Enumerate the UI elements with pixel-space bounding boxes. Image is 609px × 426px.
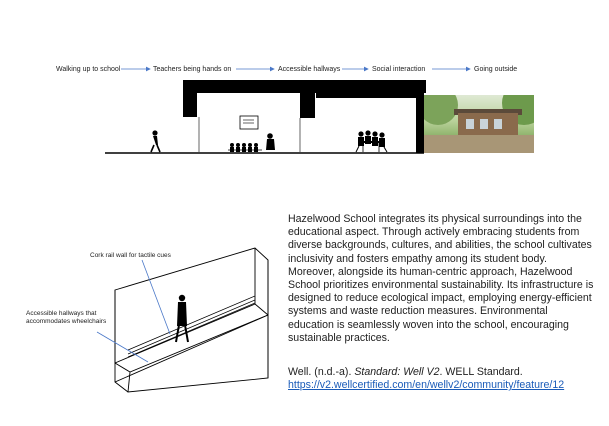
classroom-group-figure <box>228 116 275 152</box>
hallway-diagram <box>0 230 280 420</box>
citation-author: Well. (n.d.-a). <box>288 366 355 378</box>
description-paragraph: Hazelwood School integrates its physical surroundings into the educational aspect. Through actively embracing students from diverse backgrounds, cultures, and abilities, the school cultivates inclusivity and fosters empathy among its student body. Moreover, alongside its human-centric approach, Hazelwood School prioritizes environmental sustainability. Its infrastructure is designed to reduce ecological impact, employing energy-efficient systems and waste reduction measures. Environmental education is seamlessly woven into the school, encouraging sustainable practices. <box>288 213 594 344</box>
step-label-teachers: Teachers being hands on <box>153 66 232 73</box>
citation-link[interactable]: https://v2.wellcertified.com/en/wellv2/community/feature/12 <box>288 379 565 392</box>
step-label-hallways: Accessible hallways <box>278 66 341 73</box>
citation-title: Standard: Well V2 <box>354 366 440 378</box>
citation <box>288 366 598 392</box>
middle-column <box>300 80 315 118</box>
step-label-social: Social interaction <box>372 66 426 73</box>
hallway-label-accessible <box>26 310 106 326</box>
pointer-cork-rail <box>142 260 170 334</box>
outdoor-photo <box>424 95 534 153</box>
left-clerestory-wall <box>183 80 197 117</box>
social-group-figure <box>356 130 387 152</box>
hallway-label-accessible-line2: accommodates wheelchairs <box>26 318 107 325</box>
pointer-accessible-hallway <box>97 332 148 362</box>
citation-publisher: . WELL Standard. <box>439 366 523 378</box>
hallway-label-cork-rail: Cork rail wall for tactile cues <box>90 252 171 259</box>
step-label-outside: Going outside <box>474 66 518 73</box>
step-label-walking: Walking up to school <box>56 66 121 73</box>
right-wall <box>416 80 424 153</box>
hallway-label-accessible-line1: Accessible hallways that <box>26 310 97 317</box>
right-roof-slab <box>316 88 424 98</box>
building-section <box>183 80 426 153</box>
walking-person-figure <box>151 130 160 152</box>
journey-section <box>0 0 609 170</box>
